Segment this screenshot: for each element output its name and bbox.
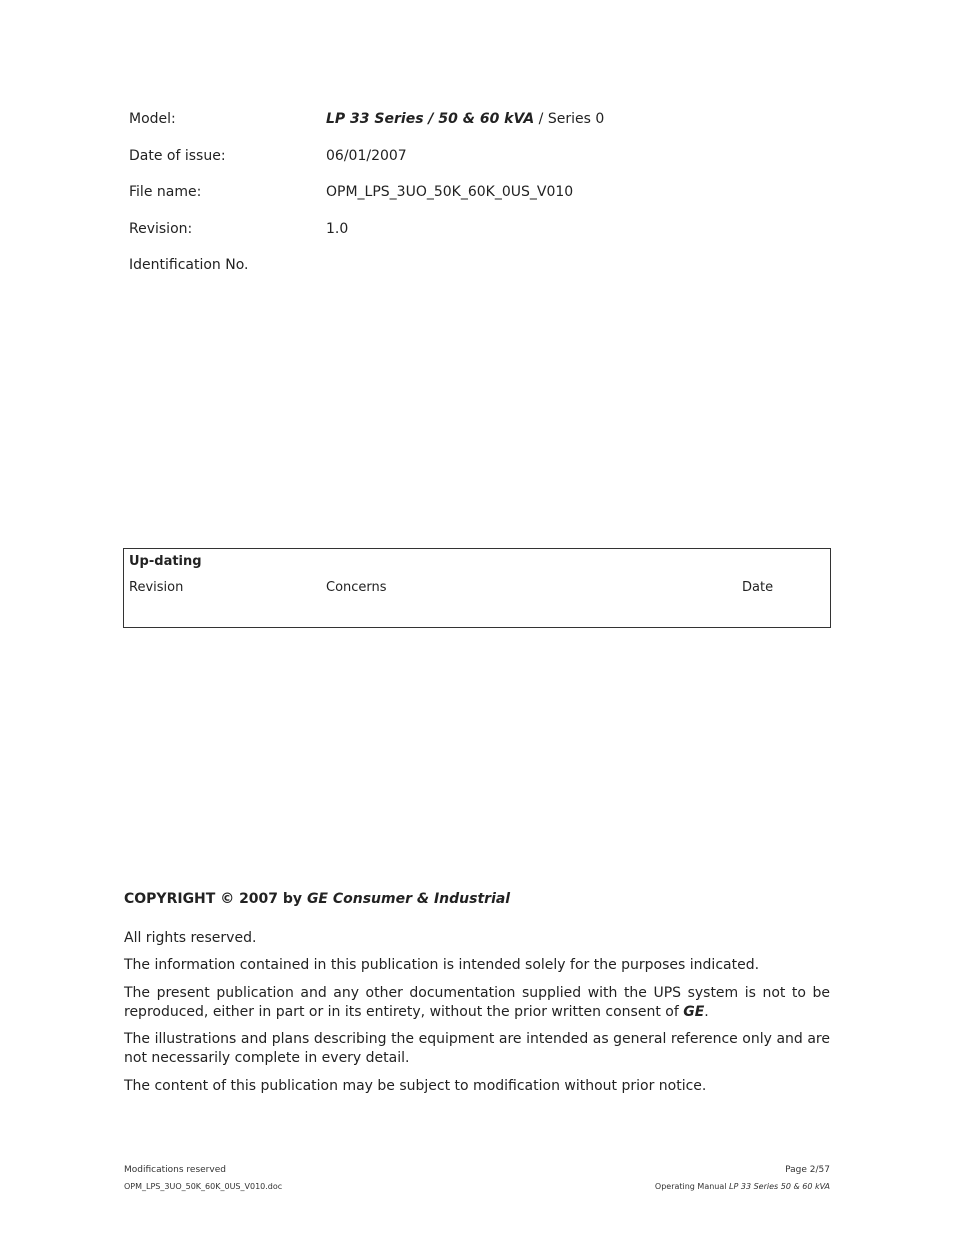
revision-label: Revision:	[129, 221, 193, 237]
paragraph-illustrations: The illustrations and plans describing the equipment are intended as general reference only and are not necessarily complete in every detail.	[124, 1031, 830, 1066]
copyright-company: GE Consumer & Industrial	[306, 891, 511, 907]
paragraph-purpose: The information contained in this publication is intended solely for the purposes indicated.	[124, 957, 760, 973]
updating-table	[123, 548, 831, 628]
footer-manual-italic: LP 33 Series 50 & 60 kVA	[729, 1182, 830, 1191]
footer-manual-prefix: Operating Manual	[654, 1182, 730, 1191]
model-value-bold: LP 33 Series / 50 & 60 kVA	[326, 111, 535, 127]
footer-modifications: Modifications reserved	[124, 1165, 226, 1175]
paragraph-reproduction-text: The present publication and any other documentation supplied with the UPS system is not to be reproduced, either in part or in its entirety, without the prior written consent of	[124, 985, 830, 1020]
footer-page-number: Page 2/57	[785, 1165, 830, 1175]
file-value: OPM_LPS_3UO_50K_60K_0US_V010	[326, 184, 574, 200]
model-value-rest: / Series 0	[534, 111, 605, 127]
rights-reserved: All rights reserved.	[124, 930, 257, 946]
updating-col-date: Date	[742, 580, 774, 595]
model-value	[326, 111, 604, 127]
date-value: 06/01/2007	[326, 148, 407, 164]
paragraph-reproduction-end: .	[704, 1004, 709, 1020]
paragraph-reproduction	[124, 984, 830, 1022]
footer-manual-title	[655, 1182, 830, 1191]
updating-col-revision: Revision	[129, 580, 184, 595]
revision-value: 1.0	[326, 221, 349, 237]
footer-filename: OPM_LPS_3UO_50K_60K_0US_V010.doc	[124, 1182, 283, 1191]
copyright-heading	[124, 891, 510, 907]
file-label: File name:	[129, 184, 202, 200]
updating-title: Up-dating	[129, 554, 202, 569]
copyright-prefix: COPYRIGHT © 2007 by	[124, 891, 307, 907]
updating-col-concerns: Concerns	[326, 580, 387, 595]
date-label: Date of issue:	[129, 148, 226, 164]
paragraph-reproduction-company: GE	[683, 1004, 705, 1020]
paragraph-modification: The content of this publication may be subject to modification without prior notice.	[124, 1078, 707, 1094]
model-label: Model:	[129, 111, 176, 127]
identification-label: Identification No.	[129, 257, 249, 273]
